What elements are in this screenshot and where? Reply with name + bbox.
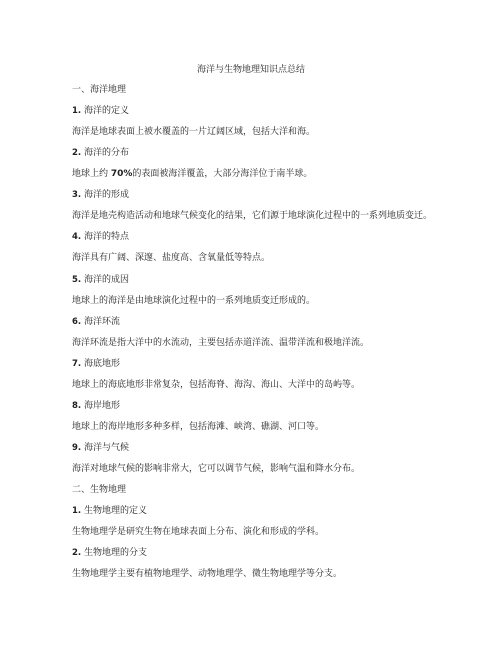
s1-item-9-heading-text: 海洋与气候 [81, 443, 130, 453]
s1-item-7-body: 地球上的海底地形非常复杂，包括海脊、海沟、海山、大洋中的岛屿等。 [72, 380, 361, 390]
s1-item-3-body: 海洋是地壳构造活动和地球气候变化的结果，它们源于地球演化过程中的一系列地质变迁。 [72, 211, 433, 221]
s1-item-3-heading-text: 海洋的形成 [81, 190, 130, 200]
s2-item-1-body: 生物地理学是研究生物在地球表面上分布、演化和形成的学科。 [72, 527, 325, 537]
s1-item-1-heading [72, 105, 129, 117]
section-2-title: 二、生物地理 [72, 485, 127, 495]
s2-item-1-num: 1. [72, 506, 82, 516]
s1-item-8-heading [72, 400, 120, 412]
s1-item-7-heading-text: 海底地形 [81, 359, 121, 369]
s1-item-5-heading-text: 海洋的成因 [81, 275, 130, 285]
s1-item-9-heading [72, 442, 129, 454]
document-title: 海洋与生物地理知识点总结 [196, 65, 305, 75]
s1-item-2-heading [72, 147, 129, 159]
s1-item-6-num: 6. [72, 317, 82, 327]
s1-item-2-num: 2. [72, 148, 82, 158]
s1-item-5-num: 5. [72, 275, 82, 285]
s1-item-1-num: 1. [72, 106, 82, 116]
s1-item-2-body-prefix: 地球上约 [72, 169, 111, 179]
s1-item-5-heading [72, 274, 129, 286]
s1-item-1-heading-text: 海洋的定义 [81, 106, 130, 116]
s1-item-3-heading [72, 189, 129, 201]
s1-item-4-body: 海洋具有广阔、深邃、盐度高、含氧量低等特点。 [72, 253, 271, 263]
s1-item-2-body-bold: 70% [110, 169, 133, 179]
s1-item-2-heading-text: 海洋的分布 [81, 148, 130, 158]
s1-item-5-body: 地球上的海洋是由地球演化过程中的一系列地质变迁形成的。 [72, 296, 316, 306]
s1-item-7-heading [72, 358, 120, 370]
s2-item-1-heading [72, 505, 147, 517]
s1-item-7-num: 7. [72, 359, 82, 369]
s1-item-2-body [72, 168, 312, 180]
s2-item-2-num: 2. [72, 548, 82, 558]
s1-item-6-heading-text: 海洋环流 [81, 317, 121, 327]
s1-item-8-heading-text: 海岸地形 [81, 401, 121, 411]
s1-item-4-heading [72, 231, 129, 243]
section-1-title: 一、海洋地理 [72, 85, 127, 95]
s2-item-2-heading-text: 生物地理的分支 [81, 548, 148, 558]
s1-item-9-num: 9. [72, 443, 82, 453]
s1-item-6-body: 海洋环流是指大洋中的水流动，主要包括赤道洋流、温带洋流和极地洋流。 [72, 338, 370, 348]
s1-item-2-body-suffix: 的表面被海洋覆盖，大部分海洋位于南半球。 [132, 169, 313, 179]
s1-item-8-body: 地球上的海岸地形多种多样，包括海滩、峡湾、礁湖、河口等。 [72, 422, 325, 432]
s2-item-1-heading-text: 生物地理的定义 [81, 506, 148, 516]
s1-item-3-num: 3. [72, 190, 82, 200]
s1-item-1-body: 海洋是地球表面上被水覆盖的一片辽阔区域，包括大洋和海。 [72, 127, 316, 137]
s1-item-4-num: 4. [72, 232, 82, 242]
s1-item-4-heading-text: 海洋的特点 [81, 232, 130, 242]
s2-item-2-body: 生物地理学主要有植物地理学、动物地理学、微生物地理学等分支。 [72, 569, 343, 579]
s1-item-6-heading [72, 316, 120, 328]
s1-item-8-num: 8. [72, 401, 82, 411]
s2-item-2-heading [72, 547, 147, 559]
s1-item-9-body: 海洋对地球气候的影响非常大，它可以调节气候，影响气温和降水分布。 [72, 464, 361, 474]
